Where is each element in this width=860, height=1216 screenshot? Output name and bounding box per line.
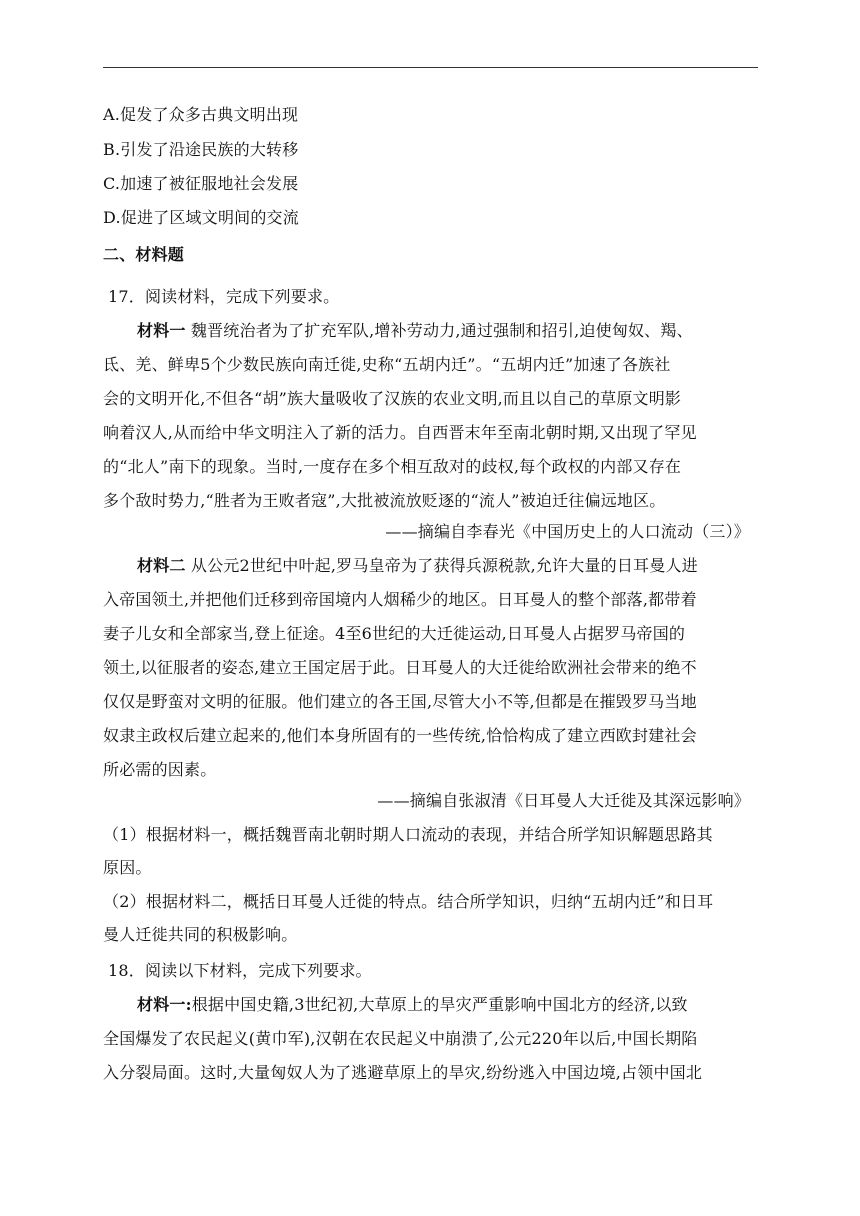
q18-m1-line-1: 材料一:根据中国史籍,3世纪初,大草原上的旱灾严重影响中国北方的经济,以致 bbox=[137, 995, 688, 1014]
q17-m2-line-3: 妻子儿女和全部家当,登上征途。4至6世纪的大迁徙运动,日耳曼人占据罗马帝国的 bbox=[103, 624, 686, 643]
q17-m1-line-6: 多个敌时势力,“胜者为王败者寇”,大批被流放贬逐的“流人”被迫迁往偏远地区。 bbox=[103, 491, 666, 510]
q17-m1-label: 材料一 bbox=[137, 321, 186, 340]
q17-sub2-line-2: 曼人迁徙共同的积极影响。 bbox=[103, 925, 298, 944]
q17-m2-line-5: 仅仅是野蛮对文明的征服。他们建立的各王国,尽管大小不等,但都是在摧毁罗马当地 bbox=[103, 692, 697, 711]
q17-m1-line-1: 材料一 魏晋统治者为了扩充军队,增补劳动力,通过强制和招引,迫使匈奴、羯、 bbox=[137, 321, 693, 340]
q18-m1-label: 材料一: bbox=[137, 995, 192, 1014]
q17-m1-line-3: 会的文明开化,不但各“胡”族大量吸收了汉族的农业文明,而且以自己的草原文明影 bbox=[103, 389, 682, 408]
option-a: A.促发了众多古典文明出现 bbox=[103, 105, 299, 124]
q17-m2-line-1: 材料二 从公元2世纪中叶起,罗马皇帝为了获得兵源税款,允许大量的日耳曼人进 bbox=[137, 556, 698, 575]
q17-m2-label: 材料二 bbox=[137, 556, 186, 575]
q17-sub1-line-2: 原因。 bbox=[103, 858, 152, 877]
option-c: C.加速了被征服地社会发展 bbox=[103, 174, 299, 193]
q17-m1-line-4: 响着汉人,从而给中华文明注入了新的活力。自西晋末年至南北朝时期,又出现了罕见 bbox=[103, 423, 697, 442]
option-d: D.促进了区域文明间的交流 bbox=[103, 208, 299, 227]
q17-sub2-line-1: （2）根据材料二，概括日耳曼人迁徙的特点。结合所学知识，归纳“五胡内迁”和日耳 bbox=[103, 892, 714, 911]
option-b: B.引发了沿途民族的大转移 bbox=[103, 140, 299, 159]
header-rule bbox=[103, 67, 758, 68]
q17-m2-source: ——摘编自张淑清《日耳曼人大迁徙及其深远影响》 bbox=[377, 791, 750, 810]
q17-m2-line-7: 所必需的因素。 bbox=[103, 760, 217, 779]
q17-m2-line-4: 领土,以征服者的姿态,建立王国定居于此。日耳曼人的大迁徙给欧洲社会带来的绝不 bbox=[103, 658, 697, 677]
q17-stem: 17．阅读材料，完成下列要求。 bbox=[108, 287, 340, 306]
q17-m2-line-2: 入帝国领土,并把他们迁移到帝国境内人烟稀少的地区。日耳曼人的整个部落,都带着 bbox=[103, 590, 697, 609]
q17-m2-line-6: 奴隶主政权后建立起来的,他们本身所固有的一些传统,恰恰构成了建立西欧封建社会 bbox=[103, 726, 697, 745]
q17-sub1-line-1: （1）根据材料一，概括魏晋南北朝时期人口流动的表现，并结合所学知识解题思路其 bbox=[103, 825, 713, 844]
q17-m1-line-2: 氐、羌、鲜卑5个少数民族向南迁徙,史称“五胡内迁”。“五胡内迁”加速了各族社 bbox=[103, 355, 671, 374]
q17-m1-source: ——摘编自李春光《中国历史上的人口流动（三）》 bbox=[385, 522, 750, 541]
q18-m1-line-2: 全国爆发了农民起义(黄巾军),汉朝在农民起义中崩溃了,公元220年以后,中国长期陷 bbox=[103, 1029, 698, 1048]
q18-m1-line-3: 入分裂局面。这时,大量匈奴人为了逃避草原上的旱灾,纷纷逃入中国边境,占领中国北 bbox=[103, 1063, 703, 1082]
section-heading: 二、材料题 bbox=[103, 245, 185, 264]
q17-m1-line-5: 的“北人”南下的现象。当时,一度存在多个相互敌对的歧权,每个政权的内部又存在 bbox=[103, 457, 682, 476]
q18-stem: 18．阅读以下材料，完成下列要求。 bbox=[108, 961, 372, 980]
